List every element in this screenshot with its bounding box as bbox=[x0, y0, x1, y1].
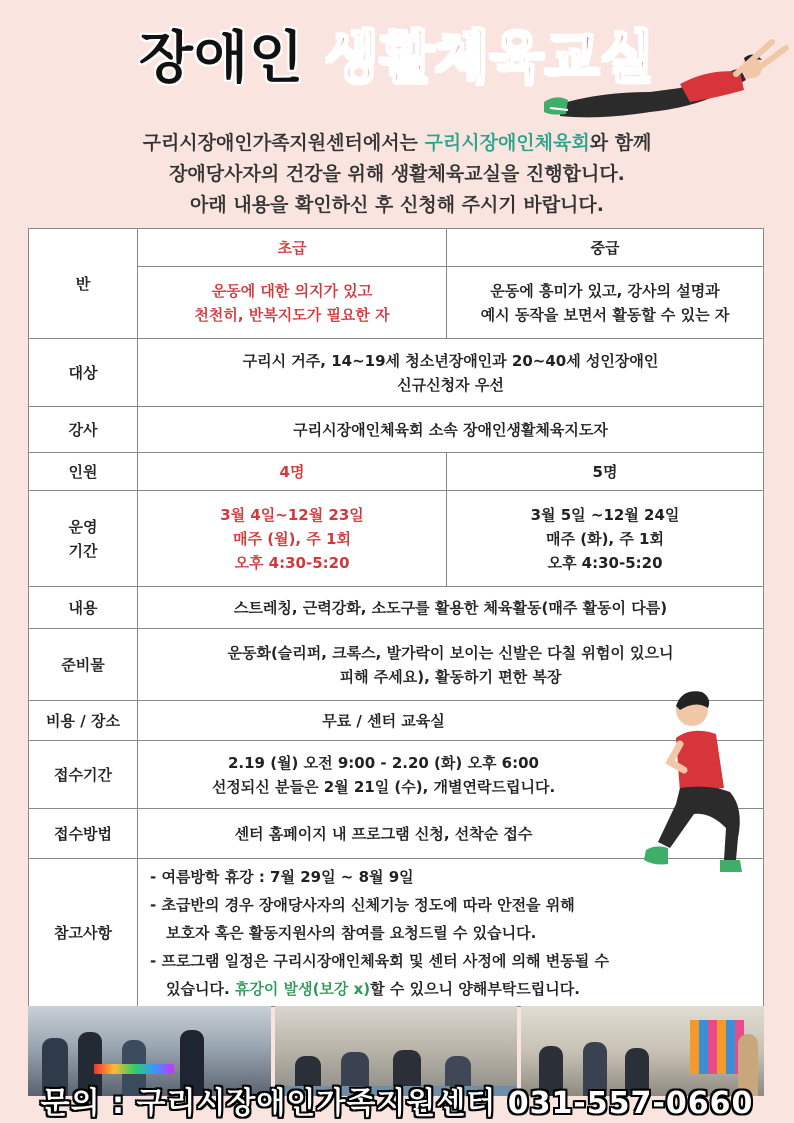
text-line: - 프로그램 일정은 구리시장애인체육회 및 센터 사정에 의해 변동될 수 bbox=[150, 951, 609, 970]
text-line: 3월 4일~12월 23일 bbox=[220, 505, 364, 524]
text-line: 매주 (화), 주 1회 bbox=[546, 529, 664, 548]
intermediate-description bbox=[447, 267, 764, 339]
note-item bbox=[150, 892, 757, 946]
text-line: 3월 5일 ~12월 24일 bbox=[530, 505, 680, 524]
intro-highlight: 구리시장애인체육회 bbox=[424, 132, 590, 154]
row-label-notes: 참고사항 bbox=[29, 859, 138, 1007]
text-line: 운영 bbox=[68, 517, 98, 536]
row-label-period bbox=[29, 491, 138, 587]
text-line: 선정되신 분들은 2월 21일 (수), 개별연락드립니다. bbox=[211, 777, 556, 796]
row-label-supplies: 준비물 bbox=[29, 629, 138, 701]
text-line: - 초급반의 경우 장애당사자의 신체기능 정도에 따라 안전을 위해 bbox=[150, 895, 575, 914]
title-red: 생활체육교실 bbox=[324, 26, 656, 91]
text-line: 예시 동작을 보면서 활동할 수 있는 자 bbox=[480, 305, 730, 324]
program-info-table bbox=[28, 228, 764, 1007]
text-line: 운동에 흥미가 있고, 강사의 설명과 bbox=[490, 281, 720, 300]
text-line bbox=[150, 976, 757, 1002]
text-line: 운동에 대한 의지가 있고 bbox=[211, 281, 373, 300]
flying-woman-illustration bbox=[540, 28, 790, 126]
row-label-content: 내용 bbox=[29, 587, 138, 629]
beginner-header: 초급 bbox=[138, 229, 447, 267]
intro-text-part: 와 함께 bbox=[589, 132, 652, 154]
title-black: 장애인 bbox=[138, 26, 305, 91]
row-label-class: 반 bbox=[29, 229, 138, 339]
intermediate-period bbox=[447, 491, 764, 587]
text-line: 구리시 거주, 14~19세 청소년장애인과 20~40세 성인장애인 bbox=[242, 351, 659, 370]
text-part: 있습니다. bbox=[166, 979, 235, 998]
content-value: 스트레칭, 근력강화, 소도구를 활용한 체육활동(매주 활동이 다름) bbox=[138, 587, 764, 629]
intro-line-3: 아래 내용을 확인하신 후 신청해 주시기 바랍니다. bbox=[190, 194, 604, 216]
cost-value: 무료 / 센터 교육실 bbox=[138, 701, 764, 741]
text-line: 신규신청자 우선 bbox=[397, 375, 504, 394]
target-value bbox=[138, 339, 764, 407]
table-row bbox=[29, 453, 764, 491]
row-label-capacity: 인원 bbox=[29, 453, 138, 491]
intro-line-1 bbox=[0, 128, 794, 159]
lunge-woman-illustration bbox=[640, 688, 760, 882]
intro-text bbox=[0, 128, 794, 221]
text-line: 피해 주세요), 활동하기 편한 복장 bbox=[339, 667, 562, 686]
text-line: 천천히, 반복지도가 필요한 자 bbox=[194, 305, 390, 324]
contact-footer: 문의 : 구리시장애인가족지원센터 031-557-0660 bbox=[40, 1086, 754, 1121]
beginner-description bbox=[138, 267, 447, 339]
table-row bbox=[29, 491, 764, 587]
text-line: 오후 4:30-5:20 bbox=[547, 553, 663, 572]
text-part: 할 수 있으니 양해부탁드립니다. bbox=[370, 979, 580, 998]
table-row bbox=[29, 339, 764, 407]
text-line: 2.19 (월) 오전 9:00 - 2.20 (화) 오후 6:00 bbox=[227, 753, 539, 772]
note-highlight: 휴강이 발생(보강 x) bbox=[234, 979, 371, 998]
instructor-value: 구리시장애인체육회 소속 장애인생활체육지도자 bbox=[138, 407, 764, 453]
table-row bbox=[29, 407, 764, 453]
row-label-cost: 비용 / 장소 bbox=[29, 701, 138, 741]
note-item: - 여름방학 휴강 : 7월 29일 ~ 8월 9일 bbox=[150, 867, 414, 886]
row-label-apply-period: 접수기간 bbox=[29, 741, 138, 809]
intro-line-2: 장애당사자의 건강을 위해 생활체육교실을 진행합니다. bbox=[169, 163, 625, 185]
row-label-instructor: 강사 bbox=[29, 407, 138, 453]
table-row bbox=[29, 587, 764, 629]
beginner-capacity: 4명 bbox=[138, 453, 447, 491]
text-line: 운동화(슬리퍼, 크록스, 발가락이 보이는 신발은 다칠 위험이 있으니 bbox=[227, 643, 674, 662]
note-item bbox=[150, 948, 757, 1002]
intermediate-capacity: 5명 bbox=[447, 453, 764, 491]
beginner-period bbox=[138, 491, 447, 587]
row-label-target: 대상 bbox=[29, 339, 138, 407]
intermediate-header: 중급 bbox=[447, 229, 764, 267]
table-row bbox=[29, 267, 764, 339]
text-line: 기간 bbox=[68, 541, 98, 560]
table-row bbox=[29, 229, 764, 267]
intro-text-part: 구리시장애인가족지원센터에서는 bbox=[142, 132, 425, 154]
apply-method-value: 센터 홈페이지 내 프로그램 신청, 선착순 접수 bbox=[138, 809, 764, 859]
text-line: 오후 4:30-5:20 bbox=[234, 553, 350, 572]
text-line: 매주 (월), 주 1회 bbox=[233, 529, 351, 548]
text-line: 보호자 혹은 활동지원사의 참여를 요청드릴 수 있습니다. bbox=[166, 923, 537, 942]
row-label-apply-method: 접수방법 bbox=[29, 809, 138, 859]
